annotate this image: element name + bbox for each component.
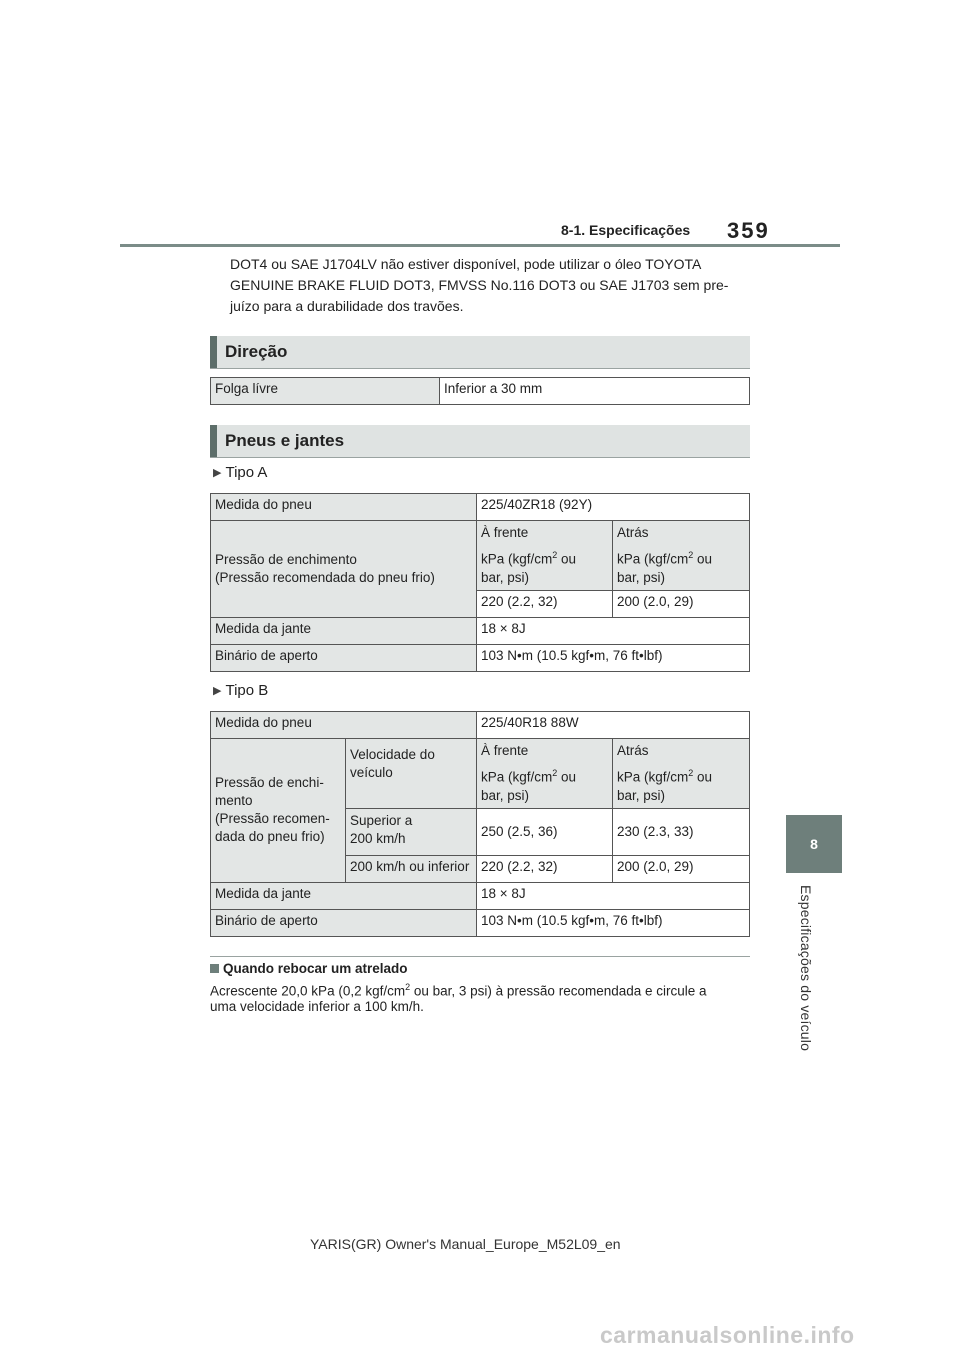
tire-table-a — [210, 493, 750, 672]
low-front-value: 220 (2.2, 32) — [477, 855, 613, 882]
high-front-value: 250 (2.5, 36) — [477, 808, 613, 855]
page-number: 359 — [727, 218, 770, 243]
rim-size-value: 18 × 8J — [477, 882, 750, 909]
table-row — [211, 617, 750, 644]
speed-high-label — [346, 808, 477, 855]
free-play-value: Inferior a 30 mm — [440, 378, 750, 405]
rear-title: Atrás — [617, 525, 649, 540]
rear-header — [613, 739, 750, 809]
tire-size-value: 225/40ZR18 (92Y) — [477, 494, 750, 521]
table-row — [211, 644, 750, 671]
type-a-label — [213, 464, 267, 481]
torque-value: 103 N•m (10.5 kgf•m, 76 ft•lbf) — [477, 909, 750, 936]
heading-rule — [210, 457, 750, 458]
free-play-label: Folga lívre — [211, 378, 440, 405]
intro-line: juízo para a durabilidade dos travões. — [230, 298, 464, 314]
speed-header-line: veículo — [350, 765, 393, 780]
header-divider — [120, 244, 840, 247]
front-pressure-value: 220 (2.2, 32) — [477, 590, 613, 617]
front-unit-line: bar, psi) — [481, 787, 530, 803]
pressure-label-line: mento — [215, 793, 253, 809]
steering-table — [210, 377, 750, 405]
front-header — [477, 521, 613, 591]
torque-label: Binário de aperto — [211, 909, 477, 936]
heading-pneus: Pneus e jantes — [210, 425, 750, 457]
front-header — [477, 739, 613, 809]
pressure-label-line: dada do pneu frio) — [215, 829, 325, 845]
type-a-text: Tipo A — [225, 464, 268, 481]
torque-label: Binário de aperto — [211, 644, 477, 671]
front-unit: kPa ($kgf/cm^2$ ou — [481, 550, 577, 567]
pressure-label-line: Pressão de enchimento — [215, 551, 357, 567]
triangle-icon: ▶ — [213, 685, 222, 697]
rim-size-label: Medida da jante — [211, 882, 477, 909]
note-title-text: Quando rebocar um atrelado — [223, 961, 408, 976]
intro-paragraph — [230, 254, 750, 317]
note-divider — [210, 956, 750, 957]
heading-direcao: Direção — [210, 336, 750, 368]
intro-line: GENUINE BRAKE FLUID DOT3, FMVSS No.116 DOT3 ou SAE J1703 sem pre- — [230, 277, 729, 293]
speed-high-line: Superior a — [350, 812, 413, 828]
high-rear-value: 230 (2.3, 33) — [613, 808, 750, 855]
low-rear-value: 200 (2.0, 29) — [613, 855, 750, 882]
pressure-label-line: (Pressão recomen- — [215, 811, 330, 827]
note-line: Acrescente 20,0 kPa (0,2 kgf/$cm^2$ ou bar, 3 psi) à pressão recomendada e circule a — [210, 982, 707, 999]
rear-header — [613, 521, 750, 591]
pressure-label-line: (Pressão recomendada do pneu frio) — [215, 569, 435, 585]
tire-size-value: 225/40R18 88W — [477, 712, 750, 739]
table-row — [211, 909, 750, 936]
note-body — [210, 980, 755, 1014]
rim-size-label: Medida da jante — [211, 617, 477, 644]
rear-unit-line: bar, psi) — [617, 569, 666, 585]
rear-unit: kPa ($kgf/cm^2$ ou — [617, 768, 713, 785]
section-title: 8-1. Especificações — [561, 222, 691, 238]
rear-title: Atrás — [617, 743, 649, 758]
chapter-number: 8 — [810, 836, 818, 852]
watermark: carmanualsonline.info — [600, 1322, 855, 1348]
heading-rule — [210, 368, 750, 369]
tire-size-label: Medida do pneu — [211, 494, 477, 521]
note-line: uma velocidade inferior a 100 km/h. — [210, 998, 424, 1014]
table-row — [211, 739, 750, 809]
chapter-tab — [786, 815, 842, 873]
table-row — [211, 712, 750, 739]
footer-text: YARIS(GR) Owner's Manual_Europe_M52L09_en — [310, 1236, 621, 1252]
tire-table-b — [210, 711, 750, 937]
speed-header-line: Velocidade do — [350, 747, 435, 762]
rear-pressure-value: 200 (2.0, 29) — [613, 590, 750, 617]
front-unit-line: bar, psi) — [481, 569, 530, 585]
front-unit: kPa ($kgf/cm^2$ ou — [481, 768, 577, 785]
square-bullet-icon — [210, 964, 219, 973]
front-title: À frente — [481, 743, 529, 758]
speed-high-line: 200 km/h — [350, 830, 406, 846]
table-row — [211, 378, 750, 405]
pressure-label-line: Pressão de enchi- — [215, 775, 324, 791]
torque-value: 103 N•m (10.5 kgf•m, 76 ft•lbf) — [477, 644, 750, 671]
table-row — [211, 521, 750, 591]
table-row — [211, 882, 750, 909]
rear-unit-line: bar, psi) — [617, 787, 666, 803]
front-title: À frente — [481, 525, 529, 540]
speed-low-label: 200 km/h ou inferior — [346, 855, 477, 882]
triangle-icon: ▶ — [213, 467, 222, 479]
rim-size-value: 18 × 8J — [477, 617, 750, 644]
tire-size-label: Medida do pneu — [211, 712, 477, 739]
rear-unit: kPa ($kgf/cm^2$ ou — [617, 550, 713, 567]
note-title — [210, 961, 408, 976]
type-b-text: Tipo B — [225, 682, 269, 699]
intro-line: DOT4 ou SAE J1704LV não estiver disponível, pode utilizar o óleo TOYOTA — [230, 256, 702, 272]
table-row — [211, 494, 750, 521]
pressure-label — [211, 521, 477, 618]
pressure-label — [211, 739, 346, 883]
chapter-title: Especificações do veículo — [798, 885, 814, 1052]
speed-header — [346, 739, 477, 809]
type-b-label — [213, 682, 268, 699]
